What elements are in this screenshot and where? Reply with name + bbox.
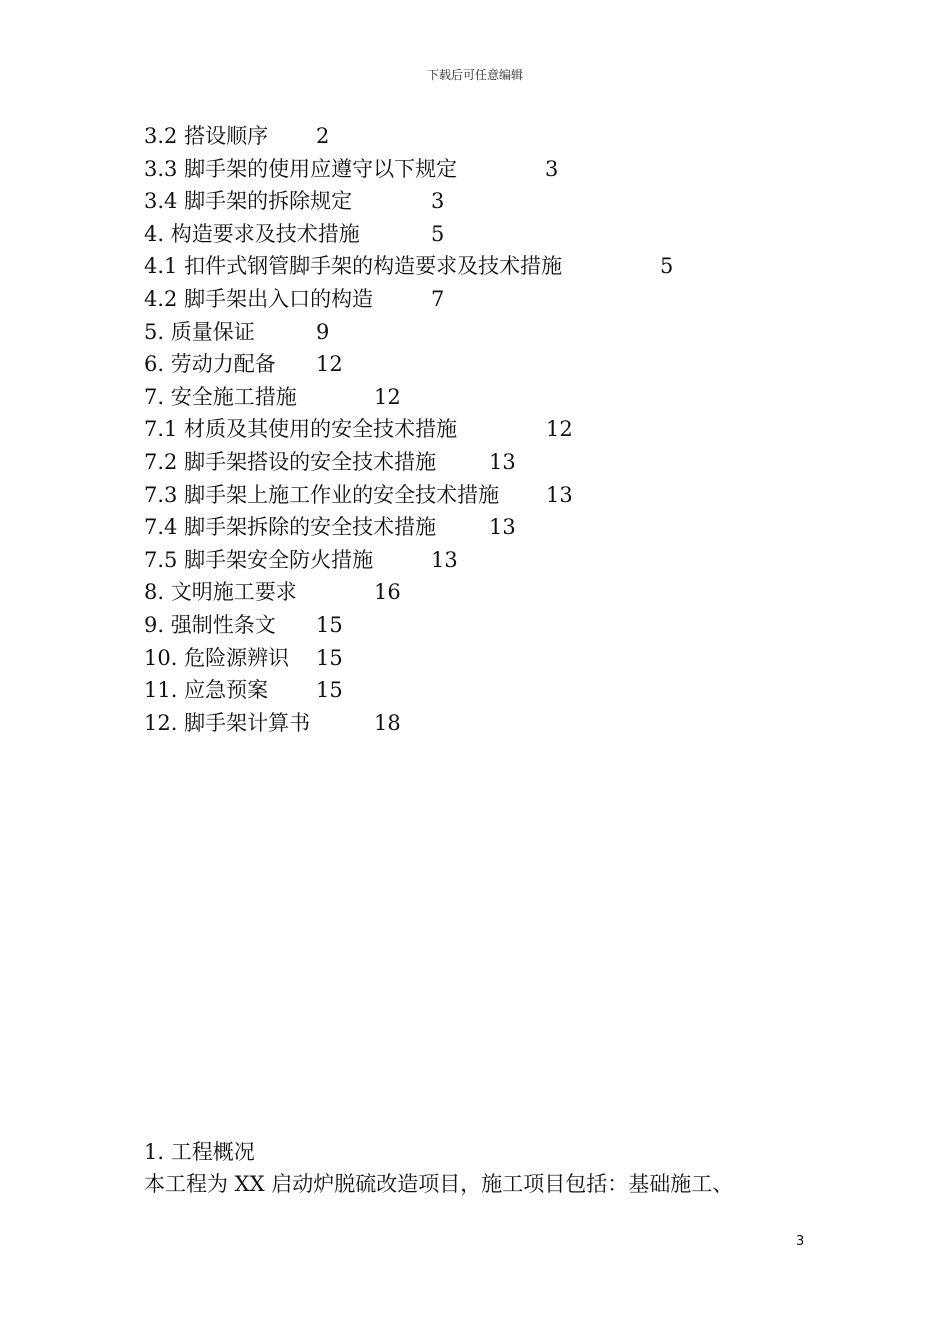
toc-row <box>144 218 844 251</box>
toc-entry-page: 5 <box>431 221 445 246</box>
toc-entry-title: 4.2 脚手架出入口的构造 <box>144 286 374 311</box>
toc-entry-title: 9. 强制性条文 <box>144 612 276 637</box>
toc-row <box>144 348 844 381</box>
toc-entry-title: 3.4 脚手架的拆除规定 <box>144 189 353 214</box>
toc-entry-title: 7.2 脚手架搭设的安全技术措施 <box>144 449 437 474</box>
toc-row <box>144 479 844 512</box>
toc-row <box>144 250 844 283</box>
toc-entry-title: 7.1 材质及其使用的安全技术措施 <box>144 417 458 442</box>
section-heading: 1. 工程概况 <box>144 1140 255 1164</box>
toc-entry-title: 11. 应急预案 <box>144 678 269 703</box>
section-body: 本工程为 XX 启动炉脱硫改造项目，施工项目包括：基础施工、 <box>144 1172 734 1196</box>
toc-row <box>144 707 844 740</box>
toc-entry-page: 18 <box>374 710 401 735</box>
toc-row <box>144 511 844 544</box>
toc-row <box>144 185 844 218</box>
toc-row <box>144 609 844 642</box>
toc-entry-title: 5. 质量保证 <box>144 319 255 344</box>
toc-row <box>144 642 844 675</box>
toc-entry-title: 4.1 扣件式钢管脚手架的构造要求及技术措施 <box>144 254 563 279</box>
toc-entry-title: 8. 文明施工要求 <box>144 580 297 605</box>
toc-entry-title: 3.3 脚手架的使用应遵守以下规定 <box>144 156 458 181</box>
toc-row <box>144 544 844 577</box>
toc-entry-title: 7.4 脚手架拆除的安全技术措施 <box>144 515 437 540</box>
toc-entry-title: 3.2 搭设顺序 <box>144 124 269 148</box>
toc-entry-title: 10. 危险源辨识 <box>144 645 290 670</box>
toc-entry-title: 7.5 脚手架安全防火措施 <box>144 547 374 572</box>
toc-entry-page: 15 <box>316 645 343 670</box>
section-overview <box>144 1136 844 1200</box>
toc-entry-page: 12 <box>374 384 401 409</box>
toc-entry-title: 7.3 脚手架上施工作业的安全技术措施 <box>144 482 500 507</box>
table-of-contents <box>144 120 844 739</box>
toc-row <box>144 153 844 186</box>
toc-row <box>144 283 844 316</box>
toc-row <box>144 576 844 609</box>
toc-entry-page: 13 <box>489 449 516 474</box>
toc-entry-page: 2 <box>316 124 330 148</box>
toc-entry-page: 9 <box>316 319 330 344</box>
toc-entry-page: 13 <box>546 482 573 507</box>
toc-entry-page: 15 <box>316 678 343 703</box>
toc-entry-title: 4. 构造要求及技术措施 <box>144 221 360 246</box>
toc-entry-page: 12 <box>546 417 573 442</box>
toc-entry-title: 6. 劳动力配备 <box>144 352 276 377</box>
toc-entry-page: 7 <box>431 286 445 311</box>
toc-entry-page: 13 <box>489 515 516 540</box>
toc-row <box>144 446 844 479</box>
toc-entry-page: 3 <box>431 189 445 214</box>
toc-entry-page: 12 <box>316 352 343 377</box>
toc-entry-page: 5 <box>660 254 674 279</box>
toc-entry-page: 15 <box>316 612 343 637</box>
toc-row <box>144 120 844 153</box>
toc-entry-page: 3 <box>545 156 559 181</box>
page-number: 3 <box>796 1234 805 1249</box>
toc-entry-page: 13 <box>431 547 458 572</box>
header-note: 下载后可任意编辑 <box>426 68 523 82</box>
toc-entry-title: 12. 脚手架计算书 <box>144 710 311 735</box>
toc-row <box>144 316 844 349</box>
toc-entry-page: 16 <box>374 580 401 605</box>
toc-row <box>144 674 844 707</box>
toc-row <box>144 381 844 414</box>
toc-row <box>144 413 844 446</box>
toc-entry-title: 7. 安全施工措施 <box>144 384 297 409</box>
